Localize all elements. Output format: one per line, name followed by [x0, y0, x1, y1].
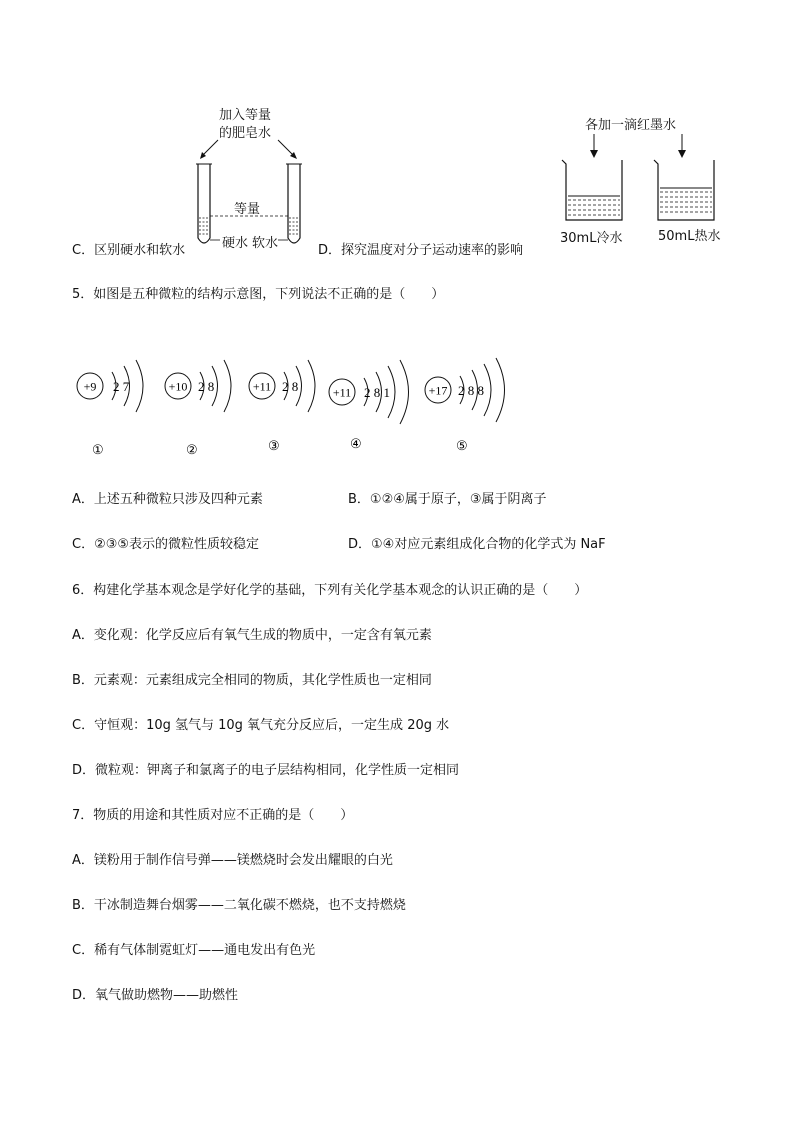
particle-3: [249, 360, 315, 453]
q6-option-c: C．守恒观：10g 氢气与 10g 氧气充分反应后，一定生成 20g 水: [72, 718, 450, 733]
q4-option-c: C．区别硬水和软水: [72, 243, 186, 258]
particle-5-index: ⑤: [456, 438, 468, 453]
q5-option-d: D．①④对应元素组成化合物的化学式为 NaF: [348, 537, 606, 552]
fig-c-label-line1: 加入等量: [219, 108, 272, 123]
q5-option-c: C．②③⑤表示的微粒性质较稳定: [72, 537, 260, 552]
particle-4-index: ④: [350, 436, 362, 451]
q5-option-b: B．①②④属于原子，③属于阴离子: [348, 492, 547, 507]
particle-2-nucleus: +10: [168, 379, 188, 394]
particle-3-shells: 2 8: [282, 379, 299, 394]
particle-4: [329, 360, 409, 451]
q5-stem: 5．如图是五种微粒的结构示意图，下列说法不正确的是（ ）: [72, 287, 445, 302]
particle-1-index: ①: [92, 442, 104, 457]
particle-3-nucleus: +11: [252, 379, 272, 394]
particle-5-shells: 2 8 8: [458, 383, 484, 398]
q4-option-d: D．探究温度对分子运动速率的影响: [318, 243, 524, 258]
q5-option-a: A．上述五种微粒只涉及四种元素: [72, 492, 263, 507]
q6-option-b: B．元素观：元素组成完全相同的物质，其化学性质也一定相同: [72, 673, 432, 688]
particle-2: [165, 360, 231, 457]
q7-option-c: C．稀有气体制霓虹灯——通电发出有色光: [72, 943, 316, 958]
particle-5-nucleus: +17: [428, 383, 448, 398]
soft-water-label: 软水: [252, 236, 279, 251]
q7-option-b: B．干冰制造舞台烟雾——二氧化碳不燃烧，也不支持燃烧: [72, 898, 406, 913]
hot-water-label: 50mL热水: [658, 229, 721, 244]
fig-d-label: 各加一滴红墨水: [585, 118, 677, 133]
beaker-figure: [558, 132, 728, 227]
particle-1-shells: 2 7: [113, 379, 130, 394]
atomic-structure-diagrams: [72, 340, 512, 460]
particle-2-shells: 2 8: [198, 379, 215, 394]
q6-stem: 6．构建化学基本观念是学好化学的基础，下列有关化学基本观念的认识正确的是（ ）: [72, 583, 588, 598]
particle-4-nucleus: +11: [332, 385, 352, 400]
q7-option-d: D．氧气做助燃物——助燃性: [72, 988, 239, 1003]
test-tube-figure: [180, 138, 320, 253]
equal-amount-label: 等量: [234, 202, 261, 217]
fig-c-label-line2: 的肥皂水: [219, 126, 272, 141]
particle-1-nucleus: +9: [83, 379, 97, 394]
hard-water-label: 硬水: [222, 236, 249, 251]
q6-option-a: A．变化观：化学反应后有氧气生成的物质中，一定含有氧元素: [72, 628, 432, 643]
particle-4-shells: 2 8 1: [364, 385, 390, 400]
q7-option-a: A．镁粉用于制作信号弹——镁燃烧时会发出耀眼的白光: [72, 853, 393, 868]
particle-1: [77, 360, 143, 457]
cold-water-label: 30mL冷水: [560, 231, 623, 246]
q6-option-d: D．微粒观：钾离子和氯离子的电子层结构相同，化学性质一定相同: [72, 763, 460, 778]
particle-5: [425, 358, 505, 453]
particle-2-index: ②: [186, 442, 198, 457]
q7-stem: 7．物质的用途和其性质对应不正确的是（ ）: [72, 808, 354, 823]
particle-3-index: ③: [268, 438, 280, 453]
